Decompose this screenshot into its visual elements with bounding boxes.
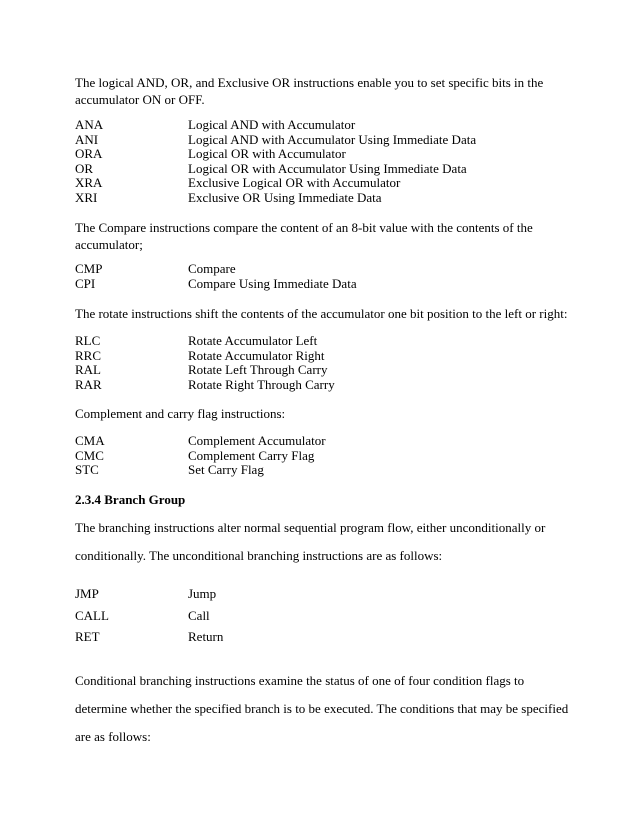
table-row bbox=[75, 605, 223, 627]
table-row bbox=[75, 162, 476, 177]
instruction-description: Jump bbox=[188, 586, 217, 601]
instruction-description: Call bbox=[188, 607, 210, 623]
logical-instruction-table bbox=[75, 118, 476, 205]
conditional-branch-paragraph: Conditional branching instructions examine the status of one of four condition flags to determine whether the specified branch is to be executed. The conditions that may be specified are as follows: bbox=[75, 673, 569, 744]
rotate-instruction-table bbox=[75, 334, 335, 392]
instruction-code: RRC bbox=[75, 347, 102, 363]
complement-instruction-table bbox=[75, 434, 326, 478]
instruction-code: OR bbox=[75, 160, 94, 176]
instruction-code: RLC bbox=[75, 333, 101, 348]
instruction-code: XRI bbox=[75, 189, 98, 205]
table-row bbox=[75, 262, 357, 277]
instruction-description: Exclusive Logical OR with Accumulator bbox=[188, 175, 401, 190]
table-row bbox=[75, 626, 223, 648]
instruction-code: XRA bbox=[75, 175, 103, 190]
instruction-description: Logical AND with Accumulator bbox=[188, 117, 356, 132]
instruction-description: Exclusive OR Using Immediate Data bbox=[188, 189, 382, 205]
table-row bbox=[75, 349, 335, 364]
branch-intro: The branching instructions alter normal sequential program flow, either unconditionally or conditionally. The unconditional branching instructions are as follows: bbox=[75, 520, 546, 563]
table-row bbox=[75, 378, 335, 393]
table-row bbox=[75, 463, 326, 478]
instruction-description: Logical AND with Accumulator Using Immediate Data bbox=[188, 131, 477, 147]
instruction-code: RAR bbox=[75, 376, 102, 392]
instruction-code: ANI bbox=[75, 131, 99, 147]
compare-intro: The Compare instructions compare the content of an 8-bit value with the contents of the accumulator; bbox=[75, 220, 533, 252]
compare-instruction-table bbox=[75, 262, 357, 291]
table-row bbox=[75, 277, 357, 292]
instruction-code: JMP bbox=[75, 586, 99, 601]
table-row bbox=[75, 133, 476, 148]
branch-instruction-table bbox=[75, 583, 223, 648]
instruction-description: Rotate Accumulator Left bbox=[188, 333, 318, 348]
instruction-description: Logical OR with Accumulator bbox=[188, 146, 346, 161]
instruction-code: ANA bbox=[75, 117, 104, 132]
rotate-intro: The rotate instructions shift the contents of the accumulator one bit position to the left or right: bbox=[75, 306, 568, 321]
table-row bbox=[75, 118, 476, 133]
instruction-code: CPI bbox=[75, 275, 96, 291]
instruction-code: ORA bbox=[75, 146, 103, 161]
instruction-description: Compare bbox=[188, 261, 236, 276]
table-row bbox=[75, 191, 476, 206]
table-row bbox=[75, 176, 476, 191]
table-row bbox=[75, 434, 326, 449]
instruction-code: STC bbox=[75, 462, 99, 477]
table-row bbox=[75, 147, 476, 162]
instruction-description: Compare Using Immediate Data bbox=[188, 275, 357, 291]
instruction-description: Logical OR with Accumulator Using Immediate Data bbox=[188, 160, 467, 176]
instruction-description: Return bbox=[188, 629, 224, 644]
instruction-description: Rotate Accumulator Right bbox=[188, 347, 325, 363]
instruction-description: Complement Accumulator bbox=[188, 433, 326, 448]
instruction-description: Rotate Right Through Carry bbox=[188, 376, 335, 392]
instruction-code: CMC bbox=[75, 447, 104, 463]
instruction-description: Set Carry Flag bbox=[188, 462, 264, 477]
instruction-code: RET bbox=[75, 629, 100, 644]
table-row bbox=[75, 583, 223, 605]
table-row bbox=[75, 449, 326, 464]
complement-intro: Complement and carry flag instructions: bbox=[75, 406, 286, 421]
instruction-code: CMA bbox=[75, 433, 105, 448]
table-row bbox=[75, 334, 335, 349]
instruction-code: RAL bbox=[75, 362, 101, 377]
instruction-code: CALL bbox=[75, 607, 109, 623]
section-heading: 2.3.4 Branch Group bbox=[75, 492, 186, 507]
instruction-code: CMP bbox=[75, 261, 103, 276]
logical-intro: The logical AND, OR, and Exclusive OR instructions enable you to set specific bits in the accumulator ON or OFF. bbox=[75, 75, 544, 107]
instruction-description: Rotate Left Through Carry bbox=[188, 362, 328, 377]
instruction-description: Complement Carry Flag bbox=[188, 447, 315, 463]
table-row bbox=[75, 363, 335, 378]
